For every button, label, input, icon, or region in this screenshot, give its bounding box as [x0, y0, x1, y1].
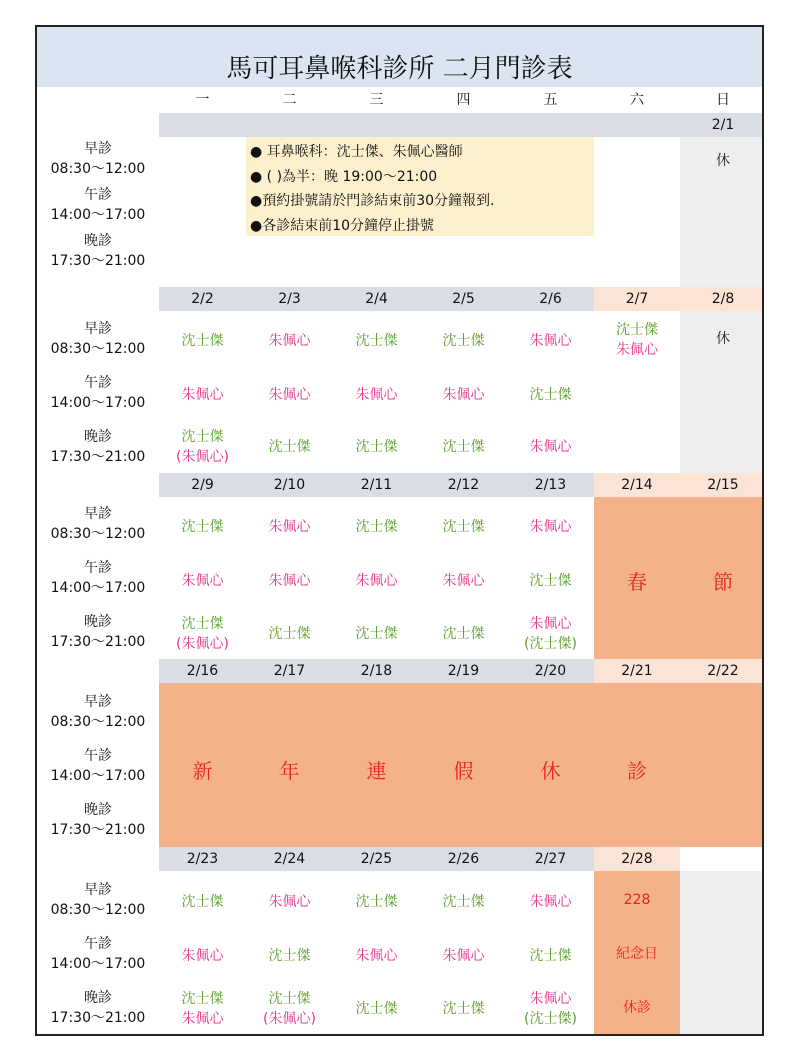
morning-label: 早診 [84, 506, 112, 522]
notice-box [246, 137, 594, 236]
evening-label: 晚診 [84, 429, 112, 445]
date-cell: 2/18 [360, 663, 393, 679]
slot-doctor: 沈士傑 [268, 626, 311, 642]
slot-doctor: 沈士傑 [442, 439, 485, 455]
date-cell: 2/26 [447, 851, 480, 867]
slot-doctor: 沈士傑 [268, 991, 311, 1007]
date-cell: 2/2 [191, 291, 214, 307]
afternoon-time: 14:00～17:00 [50, 207, 146, 223]
slot-doctor: 朱佩心 [616, 342, 658, 358]
slot-doctor: 朱佩心 [181, 573, 224, 589]
morning-time: 08:30～12:00 [50, 526, 146, 542]
afternoon-time: 14:00～17:00 [50, 956, 146, 972]
date-cell: 2/1 [680, 113, 764, 137]
holiday-char: 節 [713, 570, 733, 594]
date-cell: 2/11 [360, 477, 393, 493]
evening-time: 17:30～21:00 [50, 634, 146, 650]
slot-doctor: 朱佩心 [529, 333, 572, 349]
notice-line: ● 耳鼻喉科：沈士傑、朱佩心醫師 [250, 144, 463, 160]
notice-line: ●預約掛號請於門診結束前30分鐘報到. [250, 193, 495, 209]
slot-doctor: (沈士傑) [524, 636, 577, 652]
date-cell: 2/5 [452, 291, 475, 307]
weekday-tue: 二 [282, 92, 297, 108]
slot-doctor: 朱佩心 [529, 991, 572, 1007]
slot-doctors [159, 425, 246, 469]
evening-label: 晚診 [84, 802, 112, 818]
slot-doctor: (朱佩心) [176, 449, 229, 465]
date-cell: 2/9 [191, 477, 214, 493]
date-cell: 2/15 [707, 477, 739, 493]
afternoon-time: 14:00～17:00 [50, 395, 146, 411]
slot-doctor: 沈士傑 [181, 894, 224, 910]
slot-doctor: 朱佩心 [355, 948, 398, 964]
weekday-thu: 四 [456, 92, 471, 108]
afternoon-time: 14:00～17:00 [50, 580, 146, 596]
date-cell: 2/6 [539, 291, 562, 307]
notice-line: ● ( )為半：晚 19:00～21:00 [250, 168, 438, 185]
slot-doctor: 沈士傑 [355, 333, 398, 349]
slot-doctor: 沈士傑 [442, 333, 485, 349]
sunday-column [680, 871, 764, 1036]
afternoon-label: 午診 [84, 560, 112, 576]
slot-doctor: 沈士傑 [442, 894, 485, 910]
evening-time: 17:30～21:00 [50, 449, 146, 465]
slot-doctor: 朱佩心 [268, 573, 311, 589]
slot-doctor: 朱佩心 [529, 616, 572, 632]
slot-doctor: 沈士傑 [268, 948, 311, 964]
slot-doctor: 沈士傑 [529, 387, 572, 403]
date-cell: 2/22 [707, 663, 739, 679]
slot-doctor: (朱佩心) [263, 1011, 316, 1027]
morning-time: 08:30～12:00 [50, 714, 146, 730]
holiday-char: 春 [627, 570, 647, 594]
slot-doctor: 朱佩心 [529, 894, 572, 910]
morning-label: 早診 [84, 694, 112, 710]
slot-doctors [159, 612, 246, 656]
slot-doctor: 朱佩心 [181, 948, 224, 964]
slot-doctors [507, 987, 594, 1031]
notice-line: ●各診結束前10分鐘停止掛號 [250, 217, 435, 234]
slot-doctor: 朱佩心 [268, 333, 311, 349]
slot-doctor: 朱佩心 [355, 387, 398, 403]
date-cell: 2/8 [711, 291, 735, 307]
date-cell: 2/16 [186, 663, 219, 679]
closed-label: 休 [716, 331, 730, 347]
date-cell: 2/19 [447, 663, 480, 679]
slot-doctor: 沈士傑 [181, 991, 224, 1007]
holiday-char: 假 [453, 759, 474, 783]
evening-label: 晚診 [84, 614, 112, 630]
week1-date-band [159, 113, 680, 137]
evening-label: 晚診 [84, 233, 112, 249]
slot-doctor: (沈士傑) [524, 1011, 577, 1027]
date-cell: 2/7 [625, 291, 649, 307]
weekday-sat: 六 [630, 92, 644, 108]
slot-doctors [159, 987, 246, 1031]
date-cell: 2/27 [534, 851, 567, 867]
slot-doctor: (朱佩心) [176, 636, 229, 652]
date-cell: 2/25 [360, 851, 393, 867]
schedule-sheet [35, 25, 764, 1036]
slot-doctor: 朱佩心 [442, 387, 485, 403]
slot-doctor: 沈士傑 [355, 439, 398, 455]
date-cell: 2/20 [534, 663, 567, 679]
afternoon-label: 午診 [84, 936, 112, 952]
time-slots [37, 319, 159, 467]
slot-doctor: 朱佩心 [268, 387, 311, 403]
holiday-char: 新 [192, 759, 213, 783]
morning-time: 08:30～12:00 [50, 902, 146, 918]
date-cell: 2/23 [186, 851, 219, 867]
date-cell: 2/4 [365, 291, 388, 307]
time-slots [37, 692, 159, 840]
slot-doctor: 朱佩心 [268, 894, 311, 910]
afternoon-label: 午診 [84, 187, 112, 203]
closed-label: 休 [716, 153, 730, 169]
morning-time: 08:30～12:00 [50, 341, 146, 357]
date-cell: 2/21 [621, 663, 653, 679]
time-slots [37, 504, 159, 652]
date-cell: 2/13 [534, 477, 567, 493]
date-cell: 2/3 [278, 291, 301, 307]
slot-doctor: 朱佩心 [529, 439, 572, 455]
time-slots [37, 139, 159, 271]
slot-doctor: 沈士傑 [442, 626, 485, 642]
morning-label: 早診 [84, 882, 112, 898]
morning-time: 08:30～12:00 [50, 161, 146, 177]
date-cell: 2/12 [447, 477, 480, 493]
date-cell: 2/17 [273, 663, 306, 679]
slot-doctor: 朱佩心 [181, 1011, 224, 1027]
holiday-char: 休 [540, 759, 561, 783]
slot-doctor: 沈士傑 [529, 573, 572, 589]
slot-doctor: 沈士傑 [529, 948, 572, 964]
slot-doctor: 沈士傑 [616, 322, 658, 338]
morning-label: 早診 [84, 321, 112, 337]
slot-doctor: 沈士傑 [181, 333, 224, 349]
slot-doctor: 沈士傑 [442, 519, 485, 535]
evening-time: 17:30～21:00 [50, 822, 146, 838]
time-slots [37, 880, 159, 1028]
date-cell: 2/10 [273, 477, 306, 493]
slot-doctor: 沈士傑 [442, 1001, 485, 1017]
slot-doctor: 沈士傑 [355, 1001, 398, 1017]
afternoon-label: 午診 [84, 375, 112, 391]
weekday-mon: 一 [195, 92, 210, 108]
slot-doctors [507, 612, 594, 656]
slot-doctor: 沈士傑 [355, 519, 398, 535]
afternoon-label: 午診 [84, 748, 112, 764]
memorial-text: 休診 [623, 1000, 651, 1016]
afternoon-time: 14:00～17:00 [50, 768, 146, 784]
holiday-char: 連 [366, 759, 387, 783]
page-title: 馬可耳鼻喉科診所 二月門診表 [37, 27, 762, 87]
memorial-text: 228 [623, 892, 651, 908]
slot-doctor: 沈士傑 [355, 626, 398, 642]
memorial-text: 紀念日 [616, 946, 658, 962]
date-cell: 2/14 [621, 477, 653, 493]
evening-label: 晚診 [84, 990, 112, 1006]
holiday-char: 年 [279, 759, 300, 783]
evening-time: 17:30～21:00 [50, 253, 146, 269]
slot-doctor: 沈士傑 [355, 894, 398, 910]
slot-doctors [594, 319, 680, 361]
holiday-char: 診 [627, 759, 647, 783]
slot-doctors [246, 987, 333, 1031]
date-cell: 2/24 [273, 851, 306, 867]
slot-doctor: 沈士傑 [268, 439, 311, 455]
slot-doctor: 朱佩心 [529, 519, 572, 535]
slot-doctor: 沈士傑 [181, 519, 224, 535]
slot-doctor: 朱佩心 [442, 948, 485, 964]
slot-doctor: 朱佩心 [268, 519, 311, 535]
slot-doctor: 朱佩心 [355, 573, 398, 589]
morning-label: 早診 [84, 141, 112, 157]
slot-doctor: 朱佩心 [442, 573, 485, 589]
weekday-sun: 日 [716, 92, 730, 108]
date-cell: 2/28 [621, 851, 653, 867]
weekday-fri: 五 [543, 92, 558, 108]
evening-time: 17:30～21:00 [50, 1010, 146, 1026]
slot-doctor: 沈士傑 [181, 429, 224, 445]
slot-doctor: 朱佩心 [181, 387, 224, 403]
weekday-wed: 三 [369, 92, 384, 108]
slot-doctor: 沈士傑 [181, 616, 224, 632]
